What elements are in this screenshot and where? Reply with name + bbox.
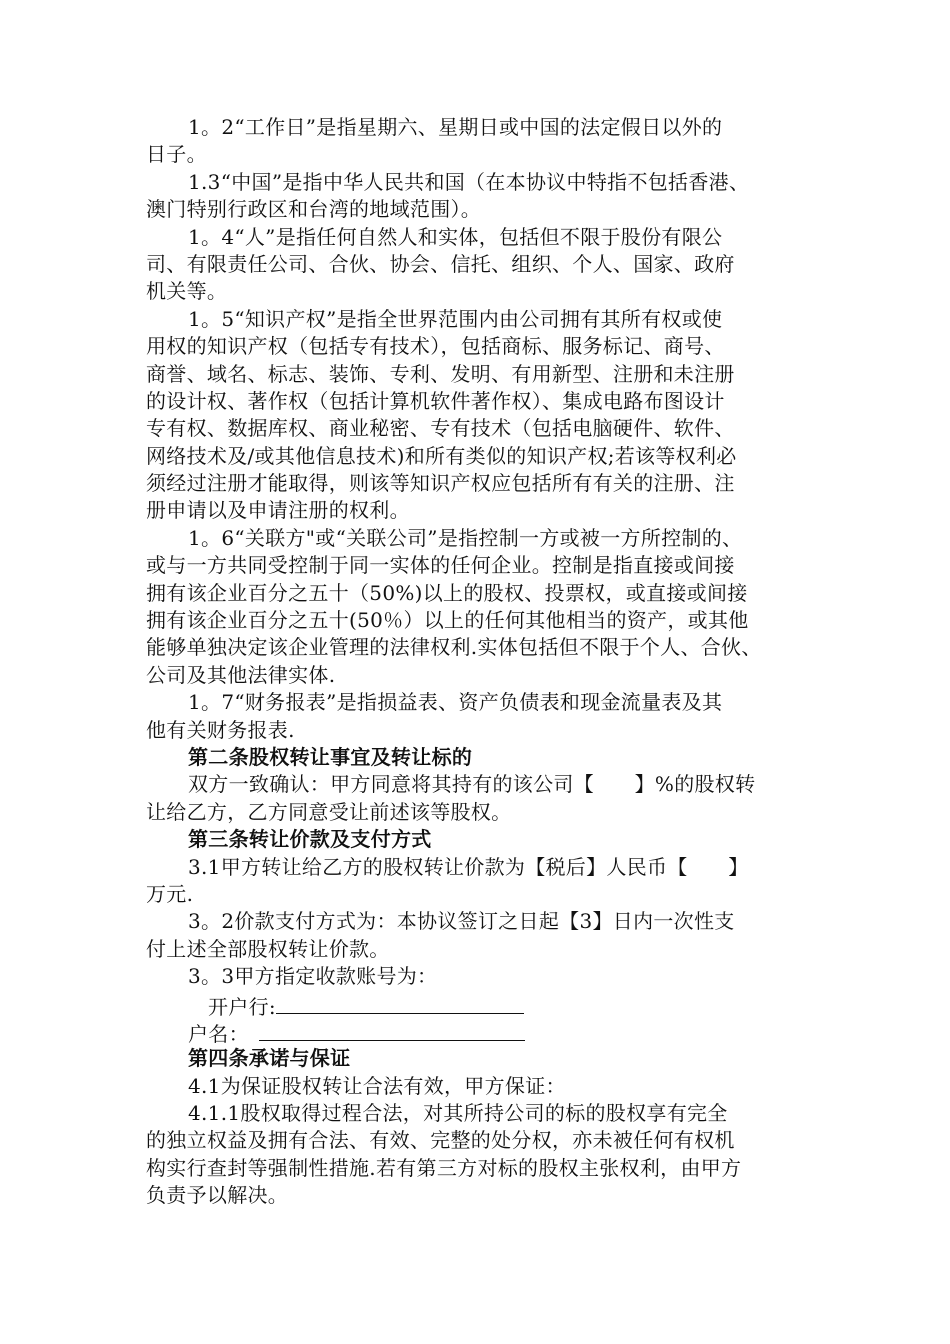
- line-text: 4.1.1股权取得过程合法，对其所持公司的标的股权享有完全: [188, 1101, 728, 1126]
- line-text: 日子。: [146, 142, 207, 167]
- line-text: 机关等。: [146, 279, 228, 304]
- text-line: [146, 196, 814, 223]
- line-text: 专有权、数据库权、商业秘密、专有技术（包括电脑硬件、软件、: [146, 416, 735, 441]
- text-line: [146, 552, 814, 579]
- line-text: 4.1为保证股权转让合法有效，甲方保证：: [188, 1073, 566, 1098]
- text-line: [146, 908, 814, 935]
- line-text: 第三条转让价款及支付方式: [188, 827, 432, 852]
- text-line: [146, 662, 814, 689]
- text-line: [146, 854, 814, 881]
- text-line: [146, 881, 814, 908]
- line-text: 户名：: [188, 1021, 249, 1046]
- line-text: 1。4“人”是指任何自然人和实体，包括但不限于股份有限公: [188, 224, 723, 249]
- line-text: 拥有该企业百分之五十(50％）以上的任何其他相当的资产，或其他: [146, 608, 749, 633]
- text-line: [146, 388, 814, 415]
- line-text: 商誉、域名、标志、装饰、专利、发明、有用新型、注册和未注册: [146, 361, 735, 386]
- line-text: 负责予以解决。: [146, 1183, 289, 1208]
- line-text: 1.3“中国”是指中华人民共和国（在本协议中特指不包括香港、: [188, 169, 750, 194]
- text-line: [146, 415, 814, 442]
- text-line: [146, 963, 814, 990]
- text-line: [146, 169, 814, 196]
- line-text: 让给乙方，乙方同意受让前述该等股权。: [146, 799, 512, 824]
- text-line: [146, 799, 814, 826]
- text-line: [146, 717, 814, 744]
- line-text: 用权的知识产权（包括专有技术），包括商标、服务标记、商号、: [146, 334, 725, 359]
- text-line: [146, 278, 814, 305]
- text-line: [146, 689, 814, 716]
- line-text: 公司及其他法律实体.: [146, 662, 336, 687]
- line-text: 拥有该企业百分之五十（50%)以上的股权、投票权，或直接或间接: [146, 580, 748, 605]
- line-text: 或与一方共同受控制于同一实体的任何企业。控制是指直接或间接: [146, 553, 735, 578]
- text-line: [146, 634, 814, 661]
- line-text: 1。6“关联方"或“关联公司”是指控制一方或被一方所控制的、: [188, 525, 743, 550]
- line-text: 澳门特别行政区和台湾的地域范围）。: [146, 197, 482, 222]
- text-line: [146, 1155, 814, 1182]
- text-line: [146, 224, 814, 251]
- document-body: [146, 114, 814, 1210]
- fill-in-blank[interactable]: [276, 991, 524, 1014]
- line-text: 网络技术及/或其他信息技术)和所有类似的知识产权;若该等权利必: [146, 443, 737, 468]
- text-line: [146, 497, 814, 524]
- text-line: [146, 251, 814, 278]
- line-text: 册申请以及申请注册的权利。: [146, 498, 410, 523]
- line-text: 1。2“工作日”是指星期六、星期日或中国的法定假日以外的: [188, 115, 723, 139]
- text-line: [146, 991, 814, 1018]
- line-text: 第二条股权转让事宜及转让标的: [188, 744, 473, 769]
- line-text: 能够单独决定该企业管理的法律权利.实体包括但不限于个人、合伙、: [146, 635, 762, 660]
- line-text: 万元.: [146, 881, 194, 906]
- line-text: 须经过注册才能取得，则该等知识产权应包括所有有关的注册、注: [146, 471, 735, 496]
- fill-in-blank[interactable]: [259, 1018, 525, 1041]
- line-text: 的设计权、著作权（包括计算机软件著作权）、集成电路布图设计: [146, 388, 725, 413]
- text-line: [146, 114, 814, 141]
- line-text: 双方一致确认：甲方同意将其持有的该公司【 】%的股权转: [188, 772, 756, 797]
- text-line: [146, 470, 814, 497]
- line-text: 的独立权益及拥有合法、有效、完整的处分权，亦未被任何有权机: [146, 1128, 735, 1153]
- text-line: [146, 771, 814, 798]
- line-text: 构实行查封等强制性措施.若有第三方对标的股权主张权利，由甲方: [146, 1155, 742, 1180]
- line-text: 司、有限责任公司、合伙、协会、信托、组织、个人、国家、政府: [146, 251, 735, 276]
- line-text: 他有关财务报表.: [146, 717, 295, 742]
- text-line: [146, 607, 814, 634]
- text-line: [146, 141, 814, 168]
- line-text: 3。2价款支付方式为：本协议签订之日起【3】日内一次性支: [188, 909, 735, 934]
- line-text: 1。7“财务报表”是指损益表、资产负债表和现金流量表及其: [188, 690, 723, 715]
- text-line: [146, 443, 814, 470]
- line-text: 3.1甲方转让给乙方的股权转让价款为【税后】人民币【 】: [188, 854, 749, 879]
- section-heading: [146, 826, 814, 853]
- text-line: [146, 1182, 814, 1209]
- text-line: [146, 525, 814, 552]
- line-text: 1。5“知识产权”是指全世界范围内由公司拥有其所有权或使: [188, 306, 723, 331]
- text-line: [146, 361, 814, 388]
- text-line: [146, 1127, 814, 1154]
- section-heading: [146, 744, 814, 771]
- section-heading: [146, 1045, 814, 1072]
- text-line: [146, 306, 814, 333]
- line-text: 开户行:: [208, 994, 276, 1019]
- text-line: [146, 333, 814, 360]
- text-line: [146, 1073, 814, 1100]
- line-text: 第四条承诺与保证: [188, 1046, 351, 1071]
- text-line: [146, 1100, 814, 1127]
- line-text: 付上述全部股权转让价款。: [146, 936, 390, 961]
- line-text: 3。3甲方指定收款账号为：: [188, 964, 438, 989]
- text-line: [146, 1018, 814, 1045]
- text-line: [146, 580, 814, 607]
- text-line: [146, 936, 814, 963]
